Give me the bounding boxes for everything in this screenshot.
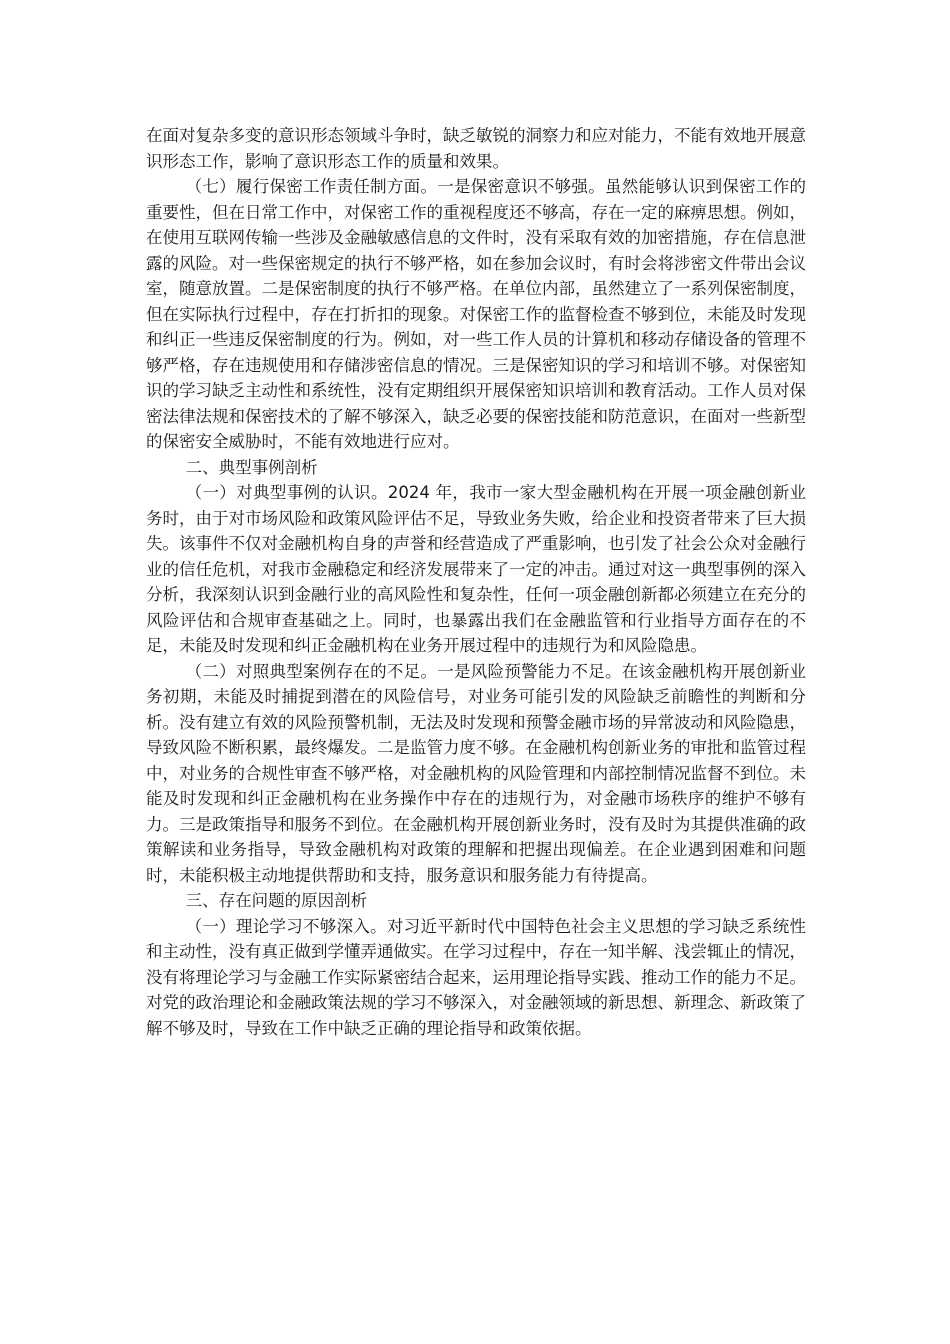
section-heading-root-causes: 三、存在问题的原因剖析: [185, 891, 368, 910]
paragraph-case-shortcomings: （二）对照典型案例存在的不足。一是风险预警能力不足。在该金融机构开展创新业务初期，未能及时捕捉到潜在的风险信号，对业务可能引发的风险缺乏前瞻性的判断和分析。没有建立有效的风险预警机制，无法及时发现和预警金融市场的异常波动和风险隐患，导致风险不断积累，最终爆发。二是监管力度不够。在金融机构创新业务的审批和监管过程中，对业务的合规性审查不够严格，对金融机构的风险管理和内部控制情况监督不到位。未能及时发现和纠正金融机构在业务操作中存在的违规行为，对金融市场秩序的维护不够有力。三是政策指导和服务不到位。在金融机构开展创新业务时，没有及时为其提供准确的政策解读和业务指导，导致金融机构对政策的理解和把握出现偏差。在企业遇到困难和问题时，未能积极主动地提供帮助和支持，服务意识和服务能力有待提高。: [146, 661, 806, 885]
paragraph-case-understanding: （一）对典型事例的认识。2024 年，我市一家大型金融机构在开展一项金融创新业务时，由于对市场风险和政策风险评估不足，导致业务失败，给企业和投资者带来了巨大损失。该事件不仅对金融机构自身的声誉和经营造成了严重影响，也引发了社会公众对金融行业的信任危机，对我市金融稳定和经济发展带来了一定的冲击。通过对这一典型事例的深入分析，我深刻认识到金融行业的高风险性和复杂性，任何一项金融创新都必须建立在充分的风险评估和合规审查基础之上。同时，也暴露出我们在金融监管和行业指导方面存在的不足，未能及时发现和纠正金融机构在业务开展过程中的违规行为和风险隐患。: [146, 483, 806, 655]
document-body: [146, 123, 806, 1041]
paragraph-continuation: 在面对复杂多变的意识形态领域斗争时，缺乏敏锐的洞察力和应对能力，不能有效地开展意识形态工作，影响了意识形态工作的质量和效果。: [146, 126, 806, 171]
paragraph-confidentiality: （七）履行保密工作责任制方面。一是保密意识不够强。虽然能够认识到保密工作的重要性，但在日常工作中，对保密工作的重视程度还不够高，存在一定的麻痹思想。例如，在使用互联网传输一些涉及金融敏感信息的文件时，没有采取有效的加密措施，存在信息泄露的风险。对一些保密规定的执行不够严格，如在参加会议时，有时会将涉密文件带出会议室，随意放置。二是保密制度的执行不够严格。在单位内部，虽然建立了一系列保密制度，但在实际执行过程中，存在打折扣的现象。对保密工作的监督检查不够到位，未能及时发现和纠正一些违反保密制度的行为。例如，对一些工作人员的计算机和移动存储设备的管理不够严格，存在违规使用和存储涉密信息的情况。三是保密知识的学习和培训不够。对保密知识的学习缺乏主动性和系统性，没有定期组织开展保密知识培训和教育活动。工作人员对保密法律法规和保密技术的了解不够深入，缺乏必要的保密技能和防范意识，在面对一些新型的保密安全威胁时，不能有效地进行应对。: [146, 177, 806, 451]
paragraph-theory-study: （一）理论学习不够深入。对习近平新时代中国特色社会主义思想的学习缺乏系统性和主动性，没有真正做到学懂弄通做实。在学习过程中，存在一知半解、浅尝辄止的情况，没有将理论学习与金融工作实际紧密结合起来，运用理论指导实践、推动工作的能力不足。对党的政治理论和金融政策法规的学习不够深入，对金融领域的新思想、新理念、新政策了解不够及时，导致在工作中缺乏正确的理论指导和政策依据。: [146, 916, 806, 1038]
section-heading-typical-cases: 二、典型事例剖析: [185, 457, 318, 477]
